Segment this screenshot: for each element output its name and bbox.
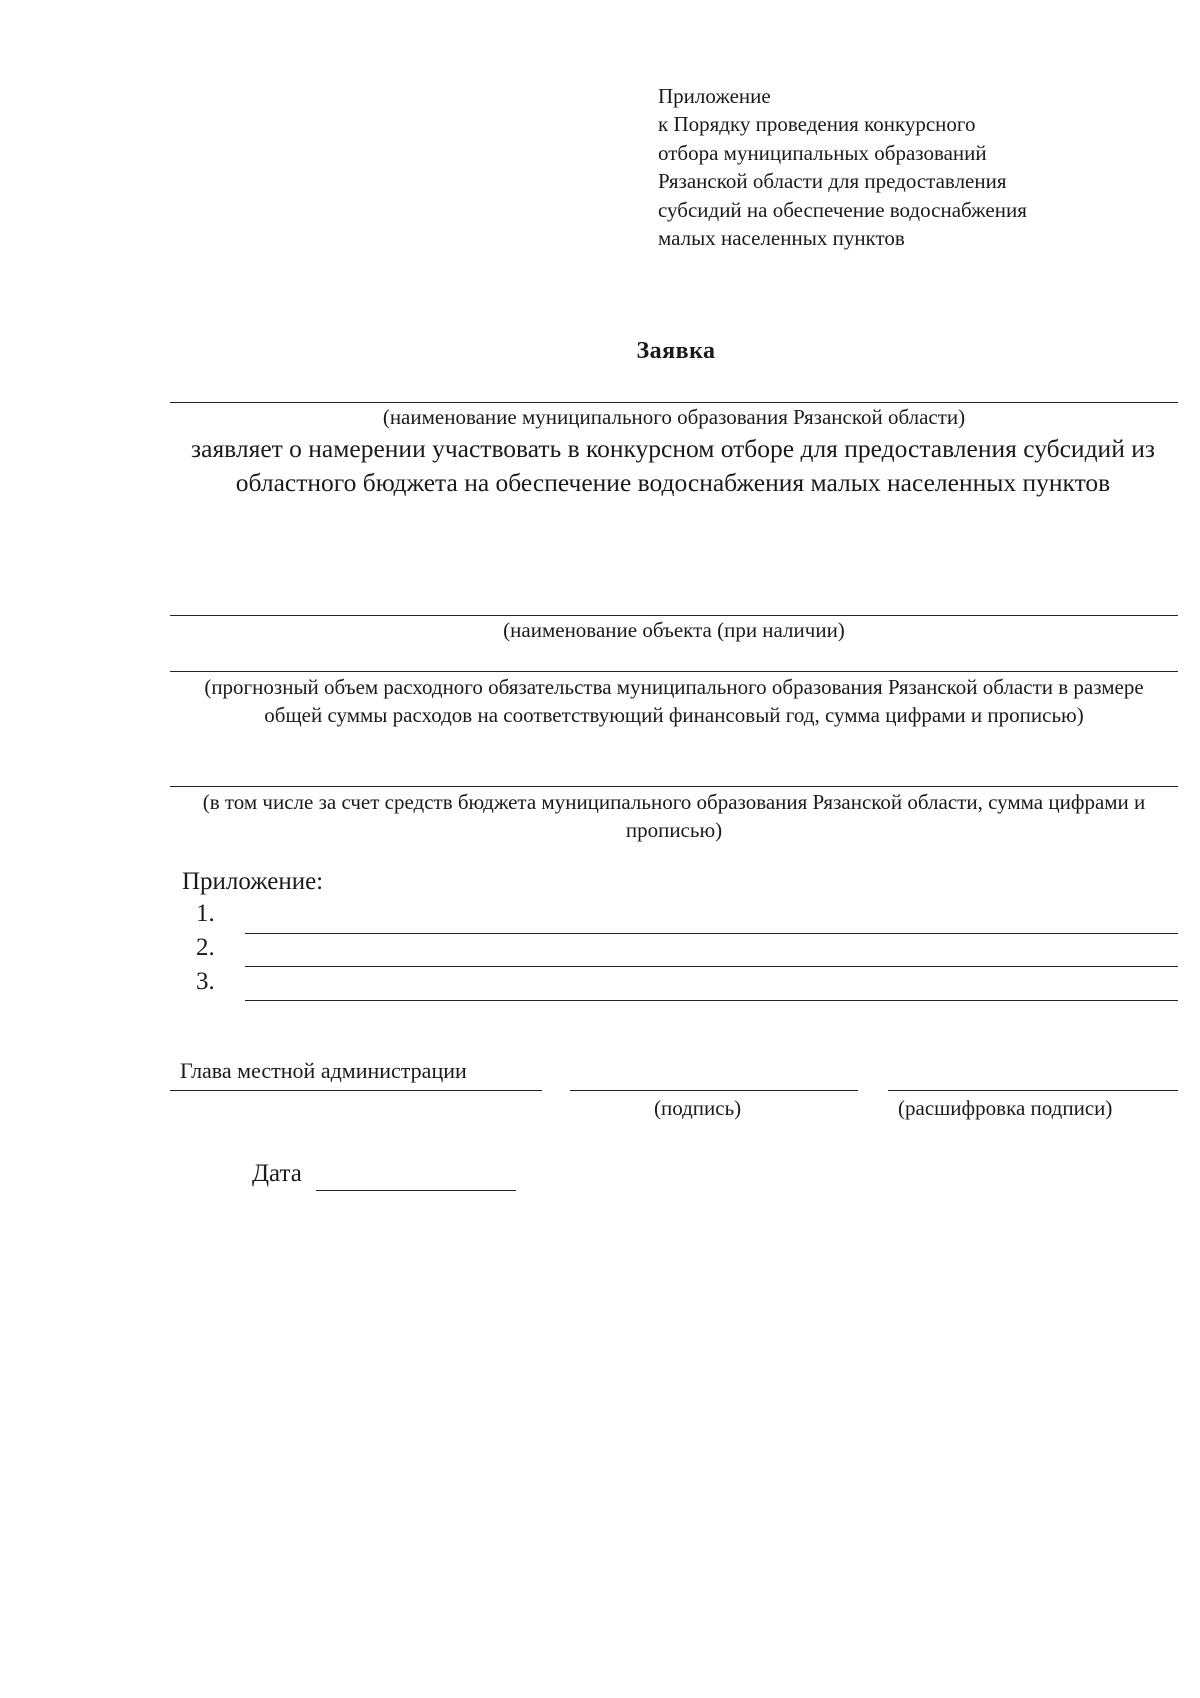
header-note-line: Рязанской области для предоставления — [658, 169, 1007, 194]
header-note-line: малых населенных пунктов — [658, 226, 905, 251]
date-label: Дата — [252, 1160, 302, 1187]
municipality-caption: (наименование муниципального образования Рязанской области) — [382, 405, 966, 429]
appendix-item-field[interactable] — [245, 1000, 1178, 1001]
appendix-item-number: 1. — [196, 900, 215, 927]
appendix-item-field[interactable] — [245, 933, 1178, 934]
budget-amount-field[interactable] — [170, 786, 1178, 787]
appendix-item-field[interactable] — [245, 966, 1178, 967]
forecast-caption: (прогнозный объем расходного обязательства муниципального образования Рязанской области в размере общей суммы расходов на соответствующий финансовый год, сумма цифрами и прописью) — [204, 675, 1144, 727]
appendix-item-number: 2. — [196, 934, 215, 961]
signature-caption: (подпись) — [654, 1096, 742, 1120]
signature-field[interactable] — [570, 1090, 858, 1091]
appendix-label: Приложение: — [182, 868, 324, 895]
header-note-line: субсидий на обеспечение водоснабжения — [658, 197, 1027, 222]
signatory-role-underline — [170, 1090, 542, 1091]
signature-decryption-caption: (расшифровка подписи) — [898, 1096, 1113, 1120]
header-note-line: отбора муниципальных образований — [658, 140, 987, 165]
document-title: Заявка — [636, 338, 716, 364]
object-caption: (наименование объекта (при наличии) — [503, 618, 845, 642]
forecast-amount-field[interactable] — [170, 671, 1178, 672]
budget-caption: (в том числе за счет средств бюджета муниципального образования Рязанской области, сумма цифрами и прописью) — [202, 790, 1146, 842]
appendix-item-number: 3. — [196, 968, 215, 995]
statement-text: заявляет о намерении участвовать в конкурсном отборе для предоставления субсидий из областного бюджета на обеспечение водоснабжения малых населенных пунктов — [191, 434, 1155, 497]
date-field[interactable] — [316, 1190, 516, 1191]
signatory-role: Глава местной администрации — [180, 1058, 467, 1083]
signature-decryption-field[interactable] — [888, 1090, 1178, 1091]
header-appendix-note — [658, 82, 1158, 252]
header-note-line: Приложение — [658, 84, 771, 108]
header-note-line: к Порядку проведения конкурсного — [658, 112, 976, 137]
